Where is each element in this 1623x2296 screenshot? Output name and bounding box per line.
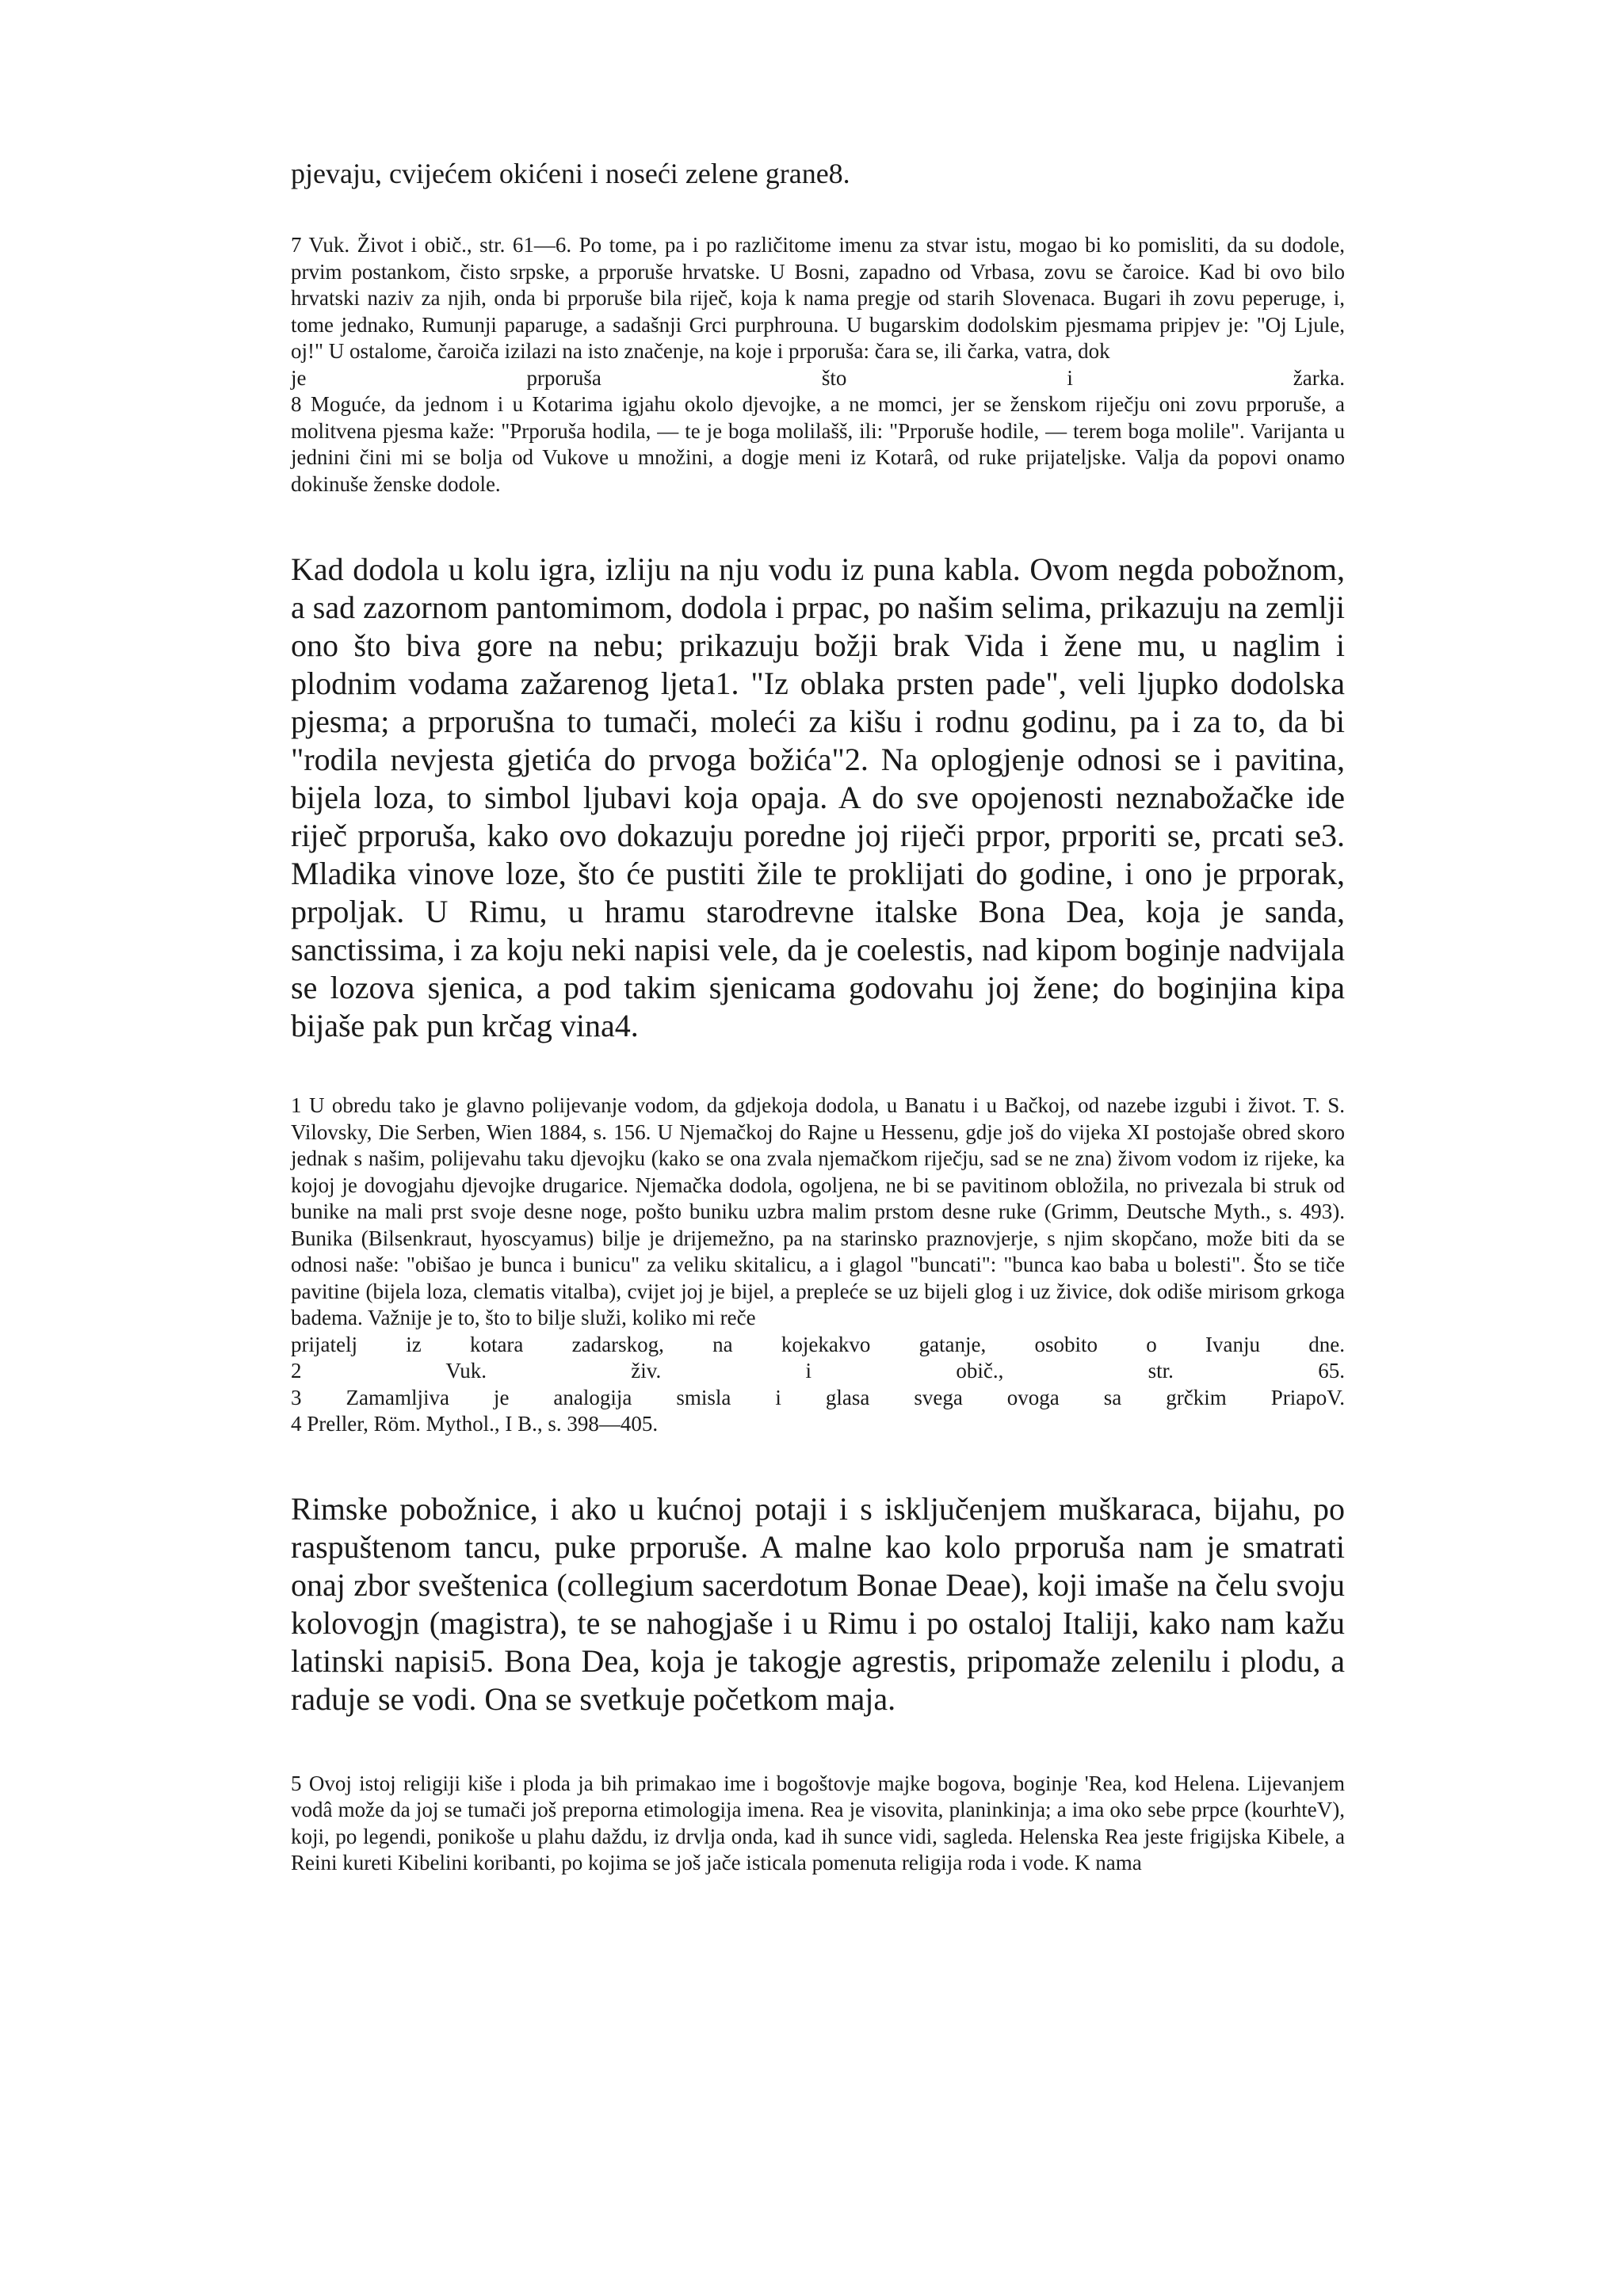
footnote-7-text: 7 Vuk. Život i obič., str. 61—6. Po tome, pa i po različitome imenu za stvar istu, mogao bi ko pomisliti, da su dodole, prvim postankom, čisto srpske, a prporuše hrvatske. U Bosni, zapadno od Vrbasa, zovu se čaroice. Kad bi ovo bilo hrvatski naziv za njih, onda bi prporuše bila riječ, koja k nama pregje od starih Slovenaca. Bugari ih zovu peperuge, i, tome jednako, Rumunji paparuge, a sadašnji Grci purphrouna. U bugarskim dodolskim pjesmama pripjev je: "Oj Ljule, oj!" U ostalome, čaroiča izilazi na isto značenje, na koje i prporuša: čara se, ili čarka, vatra, dok <box>291 233 1345 363</box>
footnotes-block-3 <box>291 1771 1345 1877</box>
footnote-3 <box>291 1385 1345 1412</box>
body-paragraph-2: Rimske pobožnice, i ako u kućnoj potaji i s isključenjem muškaraca, bijahu, po raspuštenom tancu, puke prporuše. A malne kao kolo prporuša nam je smatrati onaj zbor sveštenica (collegium sacerdotum Bonae Deae), koji imaše na čelu svoju kolovogjn (magistra), te se nahogjaše i u Rimu i po ostaloj Italiji, kako nam kažu latinski napisi5. Bona Dea, koja je takogje agrestis, pripomaže zelenilu i plodu, a raduje se vodi. Ona se svetkuje početkom maja. <box>291 1490 1345 1717</box>
footnote-1-last-line: prijatelj iz kotara zadarskog, na kojekakvo gatanje, osobito o Ivanju dne. <box>291 1332 1345 1356</box>
document-page <box>291 154 1345 1877</box>
body-paragraph-1: Kad dodola u kolu igra, izliju na nju vodu iz puna kabla. Ovom negda pobožnom, a sad zazornom pantomimom, dodola i prpac, po našim selima, prikazuju na zemlji ono što biva gore na nebu; prikazuju božji brak Vida i žene mu, u naglim i plodnim vodama zažarenog ljeta1. "Iz oblaka prsten pade", veli ljupko dodolska pjesma; a prporušna to tumači, moleći za kišu i rodnu godinu, pa i za to, da bi "rodila nevjesta gjetića do prvoga božića"2. Na oplogjenje odnosi se i pavitina, bijela loza, to simbol ljubavi koja opaja. A do sve opojenosti neznabožačke ide riječ prporuša, kako ovo dokazuju poredne joj riječi prpor, prporiti se, prcati se3. Mladika vinove loze, što će pustiti žile te proklijati do godine, i ono je prporak, prpoljak. U Rimu, u hramu starodrevne italske Bona Dea, koja je sanda, sanctissima, i za koju neki napisi vele, da je coelestis, nad kipom boginje nadvijala se lozova sjenica, a pod takim sjenicama godovahu joj žene; do boginjina kipa bijaše pak pun krčag vina4. <box>291 551 1345 1043</box>
footnote-7-last-line: je prporuša što i žarka. <box>291 365 1345 390</box>
footnote-5: 5 Ovoj istoj religiji kiše i ploda ja bih primakao ime i bogoštovje majke bogova, boginje 'Rea, kod Helena. Lijevanjem vodâ može da joj se tumači još preporna etimologija imena. Rea je visovita, planinkinja; a ima oko sebe prpce (kourhteV), koji, po legendi, ponikoše u plahu daždu, iz drvlja onda, kad ih sunce vidi, sagleda. Helenska Rea jeste frigijska Kibele, a Reini kureti Kibelini koribanti, po kojima se još jače isticala pomenuta religija roda i vode. K nama <box>291 1771 1345 1875</box>
footnotes-block-1 <box>291 232 1345 498</box>
lead-line: pjevaju, cvijećem okićeni i noseći zelene grane8. <box>291 158 850 189</box>
footnote-2-text: 2 Vuk. živ. i obič., str. 65. <box>291 1359 1345 1383</box>
footnote-2 <box>291 1358 1345 1385</box>
footnote-1-text: 1 U obredu tako je glavno polijevanje vodom, da gdjekoja dodola, u Banatu i u Bačkoj, od nazebe izgubi i život. T. S. Vilovsky, Die Serben, Wien 1884, s. 156. U Njemačkoj do Rajne u Hessenu, gdje još do vijeka XI postojaše obred skoro jednak s našim, polijevahu taku djevojku (kako se ona zvala njemačkom riječju, sad se ne zna) živom vodom iz rijeke, ka kojoj je dovogjahu djevojke drugarice. Njemačka dodola, ogoljena, ne bi se pavitinom obložila, no privezala bi struk od bunike na mali prst svoje desne noge, pošto buniku uzbra malim prstom desne ruke (Grimm, Deutsche Myth., s. 493). Bunika (Bilsenkraut, hyoscyamus) bilje je drijemežno, pa na starinsko praznovjerje, s njim skopčano, može biti da se odnosi naše: "obišao je bunca i bunicu" za veliku skitalicu, a i glagol "buncati": "bunca kao baba u bolesti". Što se tiče pavitine (bijela loza, clematis vitalba), cvijet joj je bijel, a prepleće se uz bijeli glog i uz živice, dok odiše mirisom grkoga badema. Važnije je to, što to bilje služi, koliko mi reče <box>291 1093 1345 1329</box>
footnote-8: 8 Moguće, da jednom i u Kotarima igjahu okolo djevojke, a ne momci, jer se ženskom riječju oni zovu prporuše, a molitvena pjesma kaže: "Prporuša hodila, — te je boga molilašš, ili: "Prporuše hodile, — terem boga molile". Varijanta u jednini čini mi se bolja od Vukove u množini, a dogje meni iz Kotarâ, od ruke prijateljske. Valja da popovi onamo dokinuše ženske dodole. <box>291 392 1345 496</box>
footnote-4: 4 Preller, Röm. Mythol., I B., s. 398—405. <box>291 1412 659 1436</box>
footnotes-block-2 <box>291 1093 1345 1438</box>
footnote-1 <box>291 1093 1345 1358</box>
footnote-3-text: 3 Zamamljiva je analogija smisla i glasa svega ovoga sa grčkim PriapoV. <box>291 1385 1345 1409</box>
footnote-7 <box>291 232 1345 391</box>
